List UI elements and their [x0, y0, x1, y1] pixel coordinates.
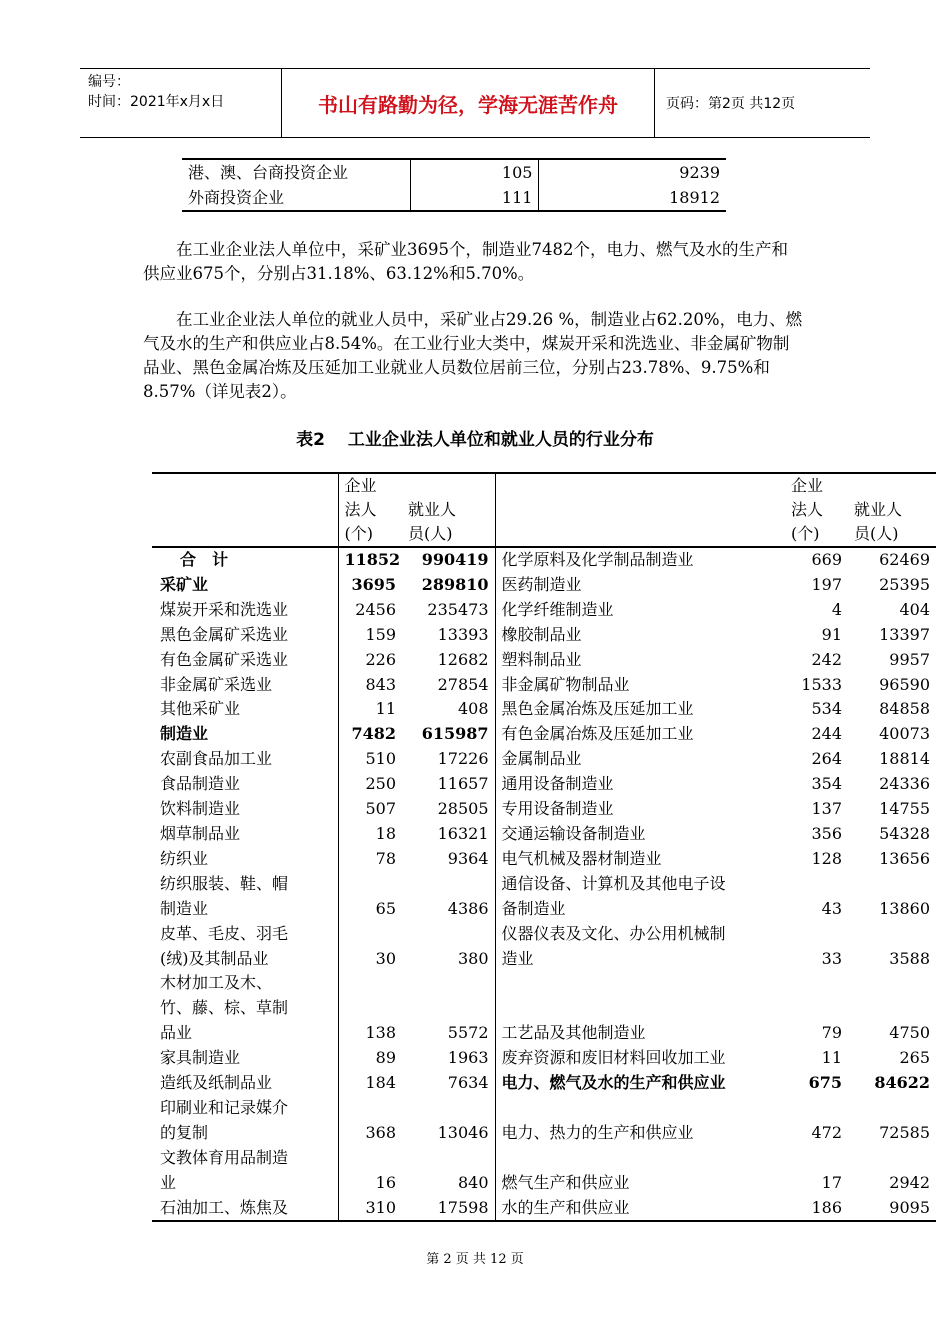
- row-left-units: 250: [338, 772, 402, 797]
- row-left-units: 78: [338, 847, 402, 872]
- table-row: [152, 797, 936, 822]
- table-row: [152, 697, 936, 722]
- row-left-name: 农副食品加工业: [160, 749, 273, 769]
- row-right-name: 燃气生产和供应业: [495, 1146, 785, 1196]
- row-units: 111: [411, 185, 539, 211]
- row-right-units: 17: [821, 1172, 842, 1192]
- row-right-persons: 84622: [874, 1073, 930, 1093]
- table-row: [152, 1071, 936, 1096]
- header-meta: [80, 69, 282, 137]
- row-right-name: 通用设备制造业: [495, 772, 785, 797]
- table-row: [152, 922, 936, 972]
- row-left-name: 饮料制造业: [160, 799, 241, 819]
- row-right-units: 669: [811, 550, 842, 569]
- table-row: [152, 648, 936, 673]
- table-row: [152, 1146, 936, 1196]
- row-left-units: 18: [338, 822, 402, 847]
- row-right-persons: 265: [899, 1048, 930, 1068]
- table2-title: 表2 工业企业法人单位和就业人员的行业分布: [296, 430, 654, 450]
- row-left-persons: 27854: [437, 674, 489, 694]
- row-right-units: 79: [821, 1023, 842, 1043]
- row-left-name: 造纸及纸制品业: [160, 1073, 273, 1093]
- row-right-name: 水的生产和供应业: [495, 1196, 785, 1222]
- table-row: [152, 573, 936, 598]
- table-row: [152, 623, 936, 648]
- date-label: 时间：2021年x月x日: [88, 94, 225, 110]
- row-right-name: 金属制品业: [495, 747, 785, 772]
- row-left-name: 制造业: [160, 724, 209, 744]
- row-left-units: 89: [338, 1046, 402, 1071]
- row-left-name: 纺织服装、鞋、帽 制造业: [160, 873, 289, 918]
- row-right-persons: 13656: [879, 848, 930, 868]
- row-right-units: 472: [811, 1122, 842, 1142]
- row-right-units: 43: [821, 898, 842, 918]
- row-left-name: 采矿业: [160, 574, 209, 594]
- row-right-name: 塑料制品业: [495, 648, 785, 673]
- row-left-units: 65: [338, 872, 402, 922]
- row-right-persons: 62469: [879, 550, 930, 569]
- row-left-name: 皮革、毛皮、羽毛 (绒)及其制品业: [160, 923, 289, 968]
- table-row: [152, 1196, 936, 1222]
- table-row: [152, 722, 936, 747]
- row-left-persons: 13393: [437, 624, 489, 644]
- header-page-info: 页码：第2页 共12页: [666, 96, 796, 112]
- table-row: [152, 1046, 936, 1071]
- row-left-units: 507: [338, 797, 402, 822]
- row-right-name: 黑色金属冶炼及压延加工业: [495, 697, 785, 722]
- top-table: [182, 158, 726, 212]
- header-persons: 就业人 员(人): [402, 473, 495, 547]
- row-right-name: 仪器仪表及文化、办公用机械制 造业: [495, 922, 785, 972]
- header-blank: [152, 473, 338, 547]
- row-left-persons: 289810: [421, 574, 489, 594]
- row-right-name: 电力、热力的生产和供应业: [495, 1096, 785, 1146]
- row-right-name: 橡胶制品业: [495, 623, 785, 648]
- row-left-name: 文教体育用品制造 业: [160, 1147, 289, 1192]
- row-left-units: 226: [338, 648, 402, 673]
- table-row: [152, 1096, 936, 1146]
- row-left-name: 其他采矿业: [160, 699, 241, 719]
- row-left-persons: 840: [457, 1172, 489, 1192]
- row-right-units: 534: [811, 699, 842, 719]
- row-name: 港、澳、台商投资企业: [188, 163, 349, 182]
- row-left-name: 食品制造业: [160, 774, 241, 794]
- table-row: [152, 971, 936, 1046]
- row-right-units: 197: [811, 574, 842, 594]
- row-right-persons: 3588: [889, 948, 930, 968]
- row-right-name: 废弃资源和废旧材料回收加工业: [495, 1046, 785, 1071]
- row-left-persons: 380: [457, 948, 489, 968]
- row-left-name: 木材加工及木、 竹、藤、棕、草制 品业: [160, 973, 289, 1043]
- header-units: 企业 法人 (个): [338, 473, 402, 547]
- row-left-units: 16: [338, 1146, 402, 1196]
- row-left-units: 184: [338, 1071, 402, 1096]
- row-left-units: 368: [338, 1096, 402, 1146]
- row-left-persons: 12682: [437, 649, 489, 669]
- row-right-units: 137: [811, 799, 842, 819]
- row-right-units: 33: [821, 948, 842, 968]
- row-right-name: 有色金属冶炼及压延加工业: [495, 722, 785, 747]
- row-left-persons: 615987: [421, 724, 489, 744]
- row-right-name: 交通运输设备制造业: [495, 822, 785, 847]
- header-persons: 就业人 员(人): [848, 473, 936, 547]
- row-left-name: 烟草制品业: [160, 823, 241, 843]
- row-left-persons: 17598: [437, 1197, 489, 1217]
- row-right-persons: 40073: [879, 724, 930, 744]
- row-left-units: 843: [338, 673, 402, 698]
- row-right-persons: 404: [899, 599, 930, 619]
- header-units: 企业 法人 (个): [785, 473, 848, 547]
- row-right-units: 1533: [801, 674, 842, 694]
- table-row: [152, 673, 936, 698]
- row-left-name: 印刷业和记录媒介 的复制: [160, 1097, 289, 1142]
- row-left-persons: 17226: [437, 749, 489, 769]
- row-left-units: 3695: [338, 573, 402, 598]
- row-left-persons: 235473: [427, 599, 489, 619]
- paragraph-2: 在工业企业法人单位的就业人员中，采矿业占29.26 %，制造业占62.20%，电力、燃气及水的生产和供应业占8.54%。在工业行业大类中，煤炭开采和洗选业、非金属矿物制品业、黑色金属冶炼及压延加工业就业人员数位居前三位，分别占23.78%、9.75%和8.57%（详见表2）。: [143, 310, 803, 401]
- table-row: [152, 598, 936, 623]
- table-row: [152, 547, 936, 573]
- row-units: 105: [411, 159, 539, 185]
- row-left-name: 家具制造业: [160, 1048, 241, 1068]
- row-left-persons: 4386: [447, 898, 489, 918]
- row-left-name: 纺织业: [160, 848, 209, 868]
- row-left-units: 510: [338, 747, 402, 772]
- row-right-name: 化学原料及化学制品制造业: [495, 547, 785, 573]
- table-row: [182, 185, 726, 211]
- row-persons: 18912: [539, 185, 726, 211]
- row-right-units: 4: [831, 599, 842, 619]
- row-right-name: 电力、燃气及水的生产和供应业: [495, 1071, 785, 1096]
- row-left-persons: 11657: [437, 774, 489, 794]
- row-right-units: 244: [811, 724, 842, 744]
- row-left-units: 138: [338, 971, 402, 1046]
- row-right-units: 91: [821, 624, 842, 644]
- row-right-persons: 24336: [879, 774, 930, 794]
- header-motto: 书山有路勤为径，学海无涯苦作舟: [282, 69, 655, 137]
- row-left-units: 159: [338, 623, 402, 648]
- row-right-persons: 96590: [879, 674, 930, 694]
- row-right-persons: 13397: [879, 624, 930, 644]
- row-right-units: 11: [821, 1048, 842, 1068]
- row-left-persons: 16321: [437, 823, 489, 843]
- row-left-units: 30: [338, 922, 402, 972]
- row-right-units: 128: [811, 848, 842, 868]
- table-row: [152, 747, 936, 772]
- row-left-units: 11: [338, 697, 402, 722]
- row-left-name: 煤炭开采和洗选业: [160, 599, 289, 619]
- row-right-persons: 9957: [889, 649, 930, 669]
- table-row: [182, 159, 726, 185]
- page-footer: 第 2 页 共 12 页: [426, 1252, 524, 1267]
- row-left-persons: 5572: [447, 1023, 489, 1043]
- row-left-persons: 7634: [447, 1073, 489, 1093]
- row-right-units: 264: [811, 749, 842, 769]
- row-right-units: 356: [811, 823, 842, 843]
- row-left-units: 2456: [338, 598, 402, 623]
- row-right-name: 医药制造业: [495, 573, 785, 598]
- row-right-persons: 54328: [879, 823, 930, 843]
- row-right-persons: 9095: [889, 1197, 930, 1217]
- row-right-persons: 18814: [879, 749, 930, 769]
- row-right-persons: 84858: [879, 699, 930, 719]
- row-left-name: 非金属矿采选业: [160, 674, 273, 694]
- header-blank: [495, 473, 785, 547]
- row-right-name: 化学纤维制造业: [495, 598, 785, 623]
- row-left-name: 合 计: [180, 550, 229, 569]
- row-right-units: 242: [811, 649, 842, 669]
- row-right-name: 通信设备、计算机及其他电子设 备制造业: [495, 872, 785, 922]
- row-right-name: 非金属矿物制品业: [495, 673, 785, 698]
- row-left-persons: 28505: [437, 799, 489, 819]
- row-right-persons: 14755: [879, 799, 930, 819]
- row-left-persons: 9364: [447, 848, 489, 868]
- row-left-units: 310: [338, 1196, 402, 1222]
- row-right-persons: 25395: [879, 574, 930, 594]
- row-left-name: 黑色金属矿采选业: [160, 624, 289, 644]
- industry-table: [152, 472, 936, 1222]
- row-right-persons: 72585: [879, 1122, 930, 1142]
- row-left-units: 11852: [338, 547, 402, 573]
- row-left-persons: 990419: [421, 550, 489, 569]
- table-row: [152, 872, 936, 922]
- row-left-persons: 1963: [447, 1048, 489, 1068]
- page-header: [80, 68, 870, 138]
- row-left-units: 7482: [338, 722, 402, 747]
- paragraph-1: 在工业企业法人单位中，采矿业3695个，制造业7482个，电力、燃气及水的生产和供应业675个，分别占31.18%、63.12%和5.70%。: [143, 240, 788, 283]
- row-left-persons: 13046: [437, 1122, 489, 1142]
- table-header: [152, 473, 936, 547]
- row-right-name: 电气机械及器材制造业: [495, 847, 785, 872]
- row-left-persons: 408: [457, 699, 489, 719]
- row-right-persons: 2942: [889, 1172, 930, 1192]
- row-left-name: 石油加工、炼焦及: [160, 1197, 289, 1217]
- row-left-name: 有色金属矿采选业: [160, 649, 289, 669]
- row-right-units: 675: [808, 1073, 842, 1093]
- row-right-units: 354: [811, 774, 842, 794]
- table-row: [152, 822, 936, 847]
- row-name: 外商投资企业: [188, 188, 285, 207]
- table-row: [152, 772, 936, 797]
- row-persons: 9239: [539, 159, 726, 185]
- row-right-units: 186: [811, 1197, 842, 1217]
- row-right-persons: 4750: [889, 1023, 930, 1043]
- table-row: [152, 847, 936, 872]
- row-right-name: 专用设备制造业: [495, 797, 785, 822]
- code-label: 编号：: [88, 74, 130, 90]
- row-right-persons: 13860: [879, 898, 930, 918]
- row-right-name: 工艺品及其他制造业: [495, 971, 785, 1046]
